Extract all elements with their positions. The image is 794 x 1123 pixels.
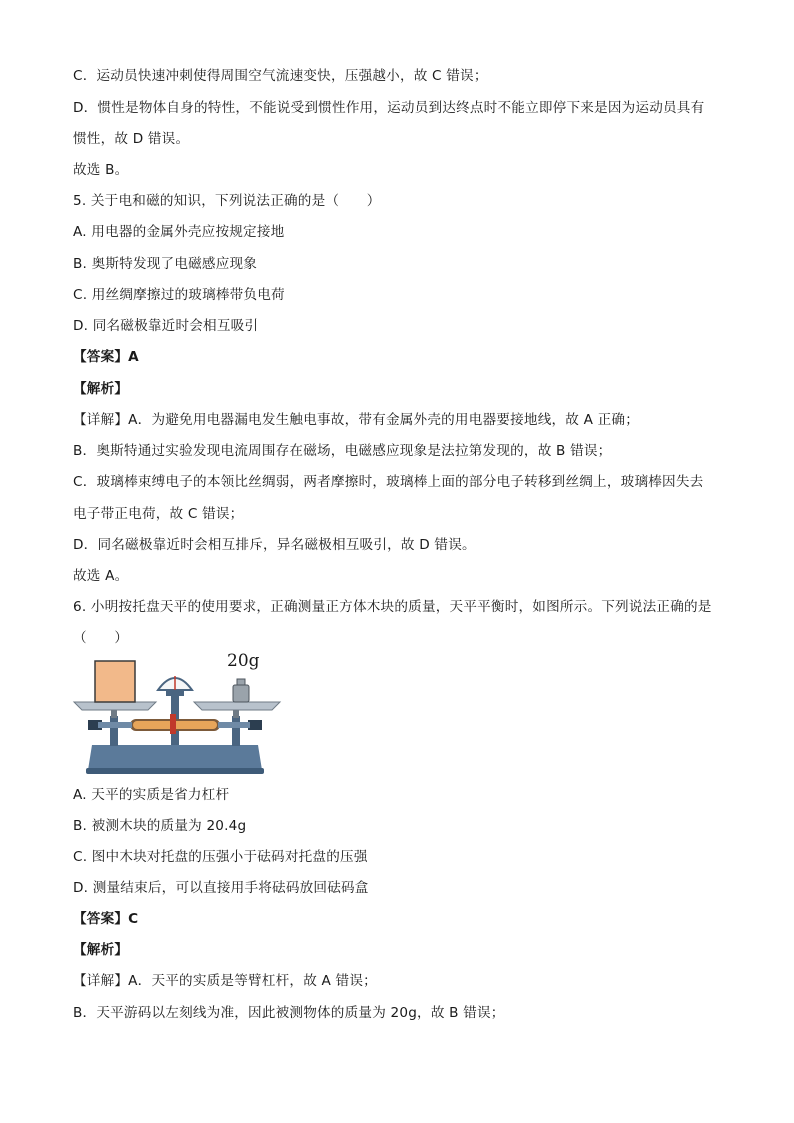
text-line: C．运动员快速冲刺使得周围空气流速变快，压强越小，故 C 错误； [73,68,488,84]
text-line: 【详解】A．为避免用电器漏电发生触电事故，带有金属外壳的用电器要接地线，故 A 正确； [73,412,639,428]
text-line: B．奥斯特通过实验发现电流周围存在磁场，电磁感应现象是法拉第发现的，故 B 错误； [73,443,612,459]
option-a: A. 天平的实质是省力杠杆 [73,787,230,803]
option-b: B. 被测木块的质量为 20.4g [73,818,247,834]
rider [170,714,176,734]
right-pan [194,702,280,710]
text-line: B．天平游码以左刻线为准，因此被测物体的质量为 20g，故 B 错误； [73,1005,505,1021]
balance-figure [70,650,285,780]
analysis-heading: 【解析】 [73,381,129,397]
text-line: D．同名磁极靠近时会相互排斥，异名磁极相互吸引，故 D 错误。 [73,537,476,553]
analysis-heading: 【解析】 [73,942,129,958]
question-6-bracket: （ ） [73,630,129,646]
answer: 【答案】A [73,349,139,365]
weight-label: 20g [227,651,260,671]
wooden-block [95,661,135,702]
text-line: 惯性，故 D 错误。 [73,131,190,147]
answer: 【答案】C [73,911,139,927]
option-d: D. 同名磁极靠近时会相互吸引 [73,318,259,334]
option-c: C. 用丝绸摩擦过的玻璃棒带负电荷 [73,287,285,303]
question-6: 6. 小明按托盘天平的使用要求，正确测量正方体木块的质量，天平平衡时，如图所示。下列说法正确的是 [73,599,712,615]
question-5: 5. 关于电和磁的知识，下列说法正确的是（ ） [73,193,381,209]
left-pan [74,702,156,710]
option-a: A. 用电器的金属外壳应按规定接地 [73,224,285,240]
text-line: 故选 B。 [73,162,129,178]
text-line: 故选 A。 [73,568,129,584]
text-line: C．玻璃棒束缚电子的本领比丝绸弱，两者摩擦时，玻璃棒上面的部分电子转移到丝绸上，玻璃棒因失去 [73,474,704,490]
text-line: D．惯性是物体自身的特性，不能说受到惯性作用，运动员到达终点时不能立即停下来是因为运动员具有 [73,100,705,116]
option-d: D. 测量结束后，可以直接用手将砝码放回砝码盒 [73,880,369,896]
text-line: 电子带正电荷，故 C 错误； [73,506,244,522]
balance-base [88,745,262,770]
option-b: B. 奥斯特发现了电磁感应现象 [73,256,258,272]
weight-20g [233,679,249,702]
text-line: 【详解】A．天平的实质是等臂杠杆，故 A 错误； [73,973,377,989]
option-c: C. 图中木块对托盘的压强小于砝码对托盘的压强 [73,849,368,865]
